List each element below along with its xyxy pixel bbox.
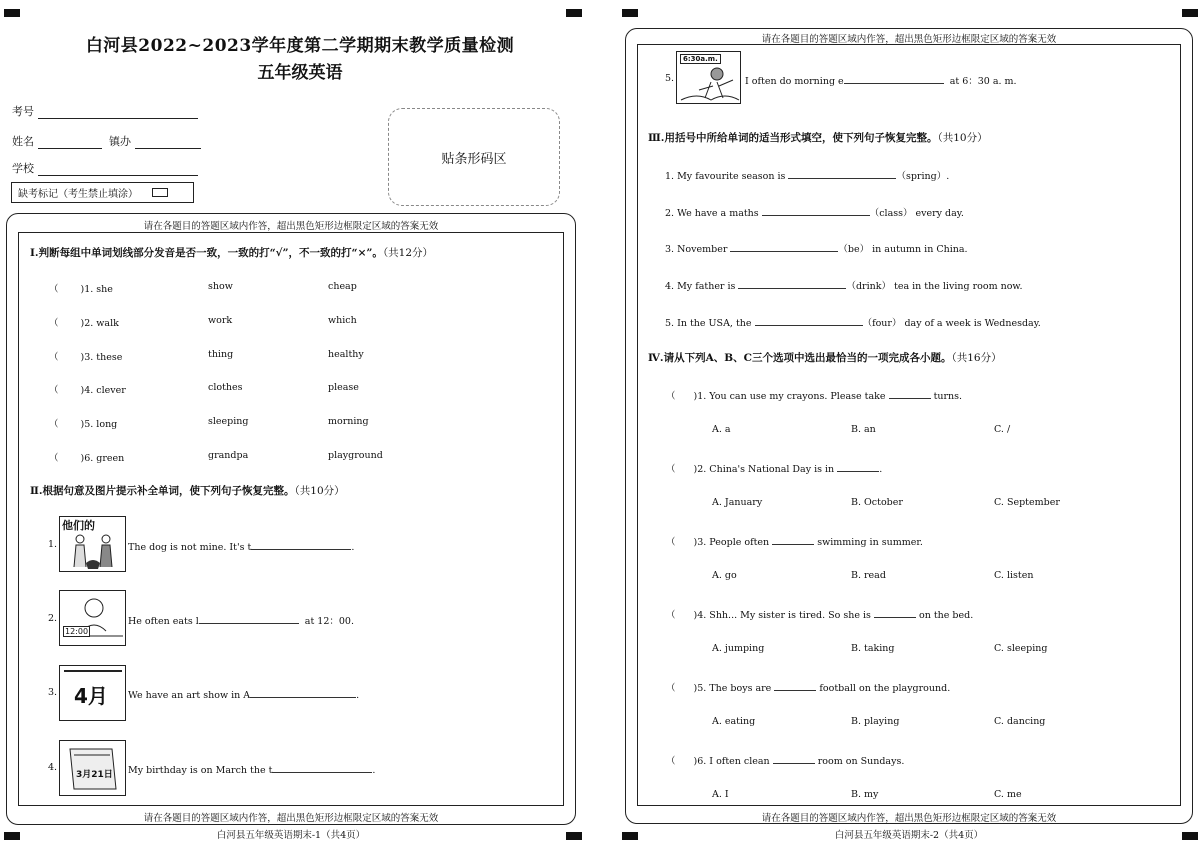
sentence-text: 2. We have a maths xyxy=(665,208,759,219)
page-footer: 白河县五年级英语期末-2（共4页） xyxy=(834,830,984,841)
section-4-heading xyxy=(648,350,1002,365)
section-1-heading xyxy=(30,245,433,260)
section-1-title: Ⅰ.判断每组中单词划线部分发音是否一致，一致的打“√”，不一致的打“×”。 xyxy=(30,247,383,259)
answer-paren[interactable]: （ xyxy=(49,352,59,363)
calendar-march-picture xyxy=(59,740,126,796)
question-end: on the bed. xyxy=(918,610,974,621)
exam-no-field[interactable] xyxy=(12,103,198,119)
sentence-end: at 6：30 a. m. xyxy=(949,76,1017,87)
sentence-1 xyxy=(128,539,354,553)
option-a[interactable]: A. jumping xyxy=(712,643,765,654)
picture-caption: 他们的 xyxy=(62,519,95,532)
option-b[interactable]: B. my xyxy=(851,789,879,800)
sentence-text: 1. My favourite season is xyxy=(665,171,786,182)
school-field[interactable] xyxy=(12,160,198,176)
option-a[interactable]: A. I xyxy=(712,789,729,800)
name-line xyxy=(38,137,102,149)
sentence-text: I often do morning e xyxy=(745,76,844,87)
section-2-points: （共10分） xyxy=(294,485,345,497)
answer-paren[interactable]: （ xyxy=(49,419,59,430)
name-field[interactable] xyxy=(12,133,201,149)
family-picture xyxy=(59,516,126,572)
people-with-dog-icon xyxy=(60,517,126,572)
item-number: 2. xyxy=(48,613,58,624)
option-c[interactable]: C. dancing xyxy=(994,716,1046,727)
option-c[interactable]: C. September xyxy=(994,497,1060,508)
lion-exercising-icon xyxy=(677,52,741,104)
list-item xyxy=(665,168,949,182)
question-end: turns. xyxy=(933,391,963,402)
school-label: 学校 xyxy=(12,162,34,175)
name-label: 姓名 xyxy=(12,135,34,148)
list-item xyxy=(49,315,409,329)
option-c[interactable]: C. listen xyxy=(994,570,1034,581)
answer-paren[interactable]: （ xyxy=(666,464,676,475)
word-1: )5. long xyxy=(80,419,118,430)
answer-blank[interactable] xyxy=(874,607,916,618)
question-text: )1. You can use my crayons. Please take xyxy=(693,391,886,402)
sentence-end: （class） every day. xyxy=(869,208,964,219)
clock-time: 6:30a.m. xyxy=(680,54,721,64)
word-3: playground xyxy=(328,450,383,461)
exam-no-label: 考号 xyxy=(12,105,34,118)
question-text: )5. The boys are xyxy=(693,683,772,694)
question-text: )6. I often clean xyxy=(693,756,770,767)
answer-paren[interactable]: （ xyxy=(666,683,676,694)
list-item xyxy=(49,281,409,295)
exam-subtitle: 五年级英语 xyxy=(257,63,343,83)
answer-blank[interactable] xyxy=(272,762,372,773)
option-b[interactable]: B. taking xyxy=(851,643,895,654)
answer-blank[interactable] xyxy=(837,461,879,472)
word-1: )2. walk xyxy=(80,318,119,329)
word-2: thing xyxy=(208,349,234,360)
list-item xyxy=(665,278,1022,292)
section-3-heading xyxy=(648,130,988,145)
item-number: 1. xyxy=(48,539,58,550)
option-b[interactable]: B. read xyxy=(851,570,886,581)
answer-note-top: 请在各题目的答题区域内作答，超出黑色矩形边框限定区域的答案无效 xyxy=(761,34,1057,45)
sentence-text: He often eats l xyxy=(128,616,199,627)
answer-note-top: 请在各题目的答题区域内作答，超出黑色矩形边框限定区域的答案无效 xyxy=(143,221,439,232)
registration-mark xyxy=(1182,9,1198,17)
word-1: )6. green xyxy=(80,453,125,464)
list-item xyxy=(665,241,968,255)
answer-paren[interactable]: （ xyxy=(666,537,676,548)
option-a[interactable]: A. January xyxy=(712,497,763,508)
answer-paren[interactable]: （ xyxy=(666,391,676,402)
absent-checkbox[interactable] xyxy=(152,188,168,197)
section-4-points: （共16分） xyxy=(951,352,1002,364)
list-item xyxy=(49,382,409,396)
list-item xyxy=(49,349,409,363)
list-item xyxy=(49,416,409,430)
sentence-end: （drink） tea in the living room now. xyxy=(846,281,1023,292)
answer-blank[interactable] xyxy=(844,73,944,84)
question-text: )4. Shh... My sister is tired. So she is xyxy=(693,610,871,621)
option-b[interactable]: B. October xyxy=(851,497,903,508)
sentence-text: 5. In the USA, the xyxy=(665,318,752,329)
word-3: healthy xyxy=(328,349,364,360)
answer-note-bottom: 请在各题目的答题区域内作答，超出黑色矩形边框限定区域的答案无效 xyxy=(143,813,439,824)
word-2: show xyxy=(208,281,233,292)
list-item xyxy=(665,315,1041,329)
answer-blank[interactable] xyxy=(730,241,838,252)
sentence-end: （spring）. xyxy=(896,171,950,182)
item-number: 4. xyxy=(48,762,58,773)
registration-mark xyxy=(566,9,582,17)
exam-no-line xyxy=(38,107,198,119)
town-line xyxy=(135,137,201,149)
section-3-title: Ⅲ.用括号中所给单词的适当形式填空，使下列句子恢复完整。 xyxy=(648,132,938,144)
question xyxy=(666,753,904,767)
answer-blank[interactable] xyxy=(738,278,846,289)
option-a[interactable]: A. a xyxy=(712,424,731,435)
morning-exercise-picture xyxy=(676,51,741,104)
calendar-binding xyxy=(64,670,122,676)
registration-mark xyxy=(622,9,638,17)
school-line xyxy=(38,164,198,176)
answer-paren[interactable]: （ xyxy=(49,385,59,396)
sentence-text: We have an art show in A xyxy=(128,690,251,701)
sentence-end: （four） day of a week is Wednesday. xyxy=(862,318,1041,329)
question-end: room on Sundays. xyxy=(817,756,905,767)
word-3: which xyxy=(328,315,357,326)
question xyxy=(666,461,882,475)
answer-blank[interactable] xyxy=(755,315,863,326)
section-1-points: （共12分） xyxy=(382,247,434,259)
sentence-end: （be） in autumn in China. xyxy=(838,244,968,255)
word-3: please xyxy=(328,382,359,393)
exam-title: 白河县2022~2023学年度第二学期期末教学质量检测 xyxy=(85,36,515,56)
section-4-title: Ⅳ.请从下列A、B、C三个选项中选出最恰当的一项完成各小题。 xyxy=(648,352,952,364)
sentence-2 xyxy=(128,613,354,627)
sentence-3 xyxy=(128,687,359,701)
answer-blank[interactable] xyxy=(889,388,931,399)
absent-mark-box[interactable] xyxy=(11,182,194,203)
answer-blank[interactable] xyxy=(772,534,814,545)
word-1: )3. these xyxy=(80,352,123,363)
answer-note-bottom: 请在各题目的答题区域内作答，超出黑色矩形边框限定区域的答案无效 xyxy=(761,813,1057,824)
word-1: )1. she xyxy=(80,284,113,295)
lunch-picture xyxy=(59,590,126,646)
answer-paren[interactable]: （ xyxy=(666,756,676,767)
section-2-title: Ⅱ.根据句意及图片提示补全单词，使下列句子恢复完整。 xyxy=(30,485,295,497)
section-2-heading xyxy=(30,483,345,498)
answer-blank[interactable] xyxy=(250,687,356,698)
sentence-end: at 12：00. xyxy=(304,616,354,627)
section-3-points: （共10分） xyxy=(937,132,988,144)
word-2: grandpa xyxy=(208,450,249,461)
option-a[interactable]: A. eating xyxy=(712,716,756,727)
question xyxy=(666,388,962,402)
calendar-date: 3月21日 xyxy=(76,770,113,780)
answer-blank[interactable] xyxy=(774,680,816,691)
sentence-text: 3. November xyxy=(665,244,728,255)
boy-eating-icon xyxy=(60,591,126,646)
word-2: sleeping xyxy=(208,416,249,427)
answer-paren[interactable]: （ xyxy=(666,610,676,621)
item-number: 5. xyxy=(665,73,675,84)
answer-paren[interactable]: （ xyxy=(49,284,59,295)
clock-time: 12:00 xyxy=(65,627,89,636)
question-end: . xyxy=(879,464,883,475)
answer-blank[interactable] xyxy=(788,168,896,179)
word-2: clothes xyxy=(208,382,243,393)
question xyxy=(666,534,923,548)
answer-blank[interactable] xyxy=(773,753,815,764)
question xyxy=(666,607,973,621)
sentence-text: My birthday is on March the t xyxy=(128,765,273,776)
answer-blank[interactable] xyxy=(199,613,299,624)
registration-mark xyxy=(4,9,20,17)
item-number: 3. xyxy=(48,687,58,698)
option-b[interactable]: B. an xyxy=(851,424,876,435)
absent-mark-label: 缺考标记（考生禁止填涂） xyxy=(18,189,138,200)
answer-blank[interactable] xyxy=(251,539,351,550)
question xyxy=(666,680,950,694)
sentence-text: The dog is not mine. It's t xyxy=(128,542,252,553)
barcode-area xyxy=(388,108,560,206)
option-b[interactable]: B. playing xyxy=(851,716,900,727)
word-3: cheap xyxy=(328,281,357,292)
sentence-end: . xyxy=(372,765,376,776)
barcode-label: 贴条形码区 xyxy=(441,151,507,167)
option-c[interactable]: C. sleeping xyxy=(994,643,1048,654)
town-label: 镇办 xyxy=(109,135,131,148)
calendar-month: 4月 xyxy=(74,684,108,708)
option-a[interactable]: A. go xyxy=(712,570,737,581)
question-text: )2. China's National Day is in xyxy=(693,464,835,475)
word-2: work xyxy=(208,315,233,326)
list-item xyxy=(665,205,964,219)
option-c[interactable]: C. me xyxy=(994,789,1022,800)
sentence-end: . xyxy=(351,542,355,553)
word-3: morning xyxy=(328,416,369,427)
word-1: )4. clever xyxy=(80,385,126,396)
answer-paren[interactable]: （ xyxy=(49,453,59,464)
sentence-end: . xyxy=(356,690,360,701)
answer-paren[interactable]: （ xyxy=(49,318,59,329)
page-footer: 白河县五年级英语期末-1（共4页） xyxy=(216,830,366,841)
question-end: football on the playground. xyxy=(819,683,951,694)
list-item xyxy=(49,450,409,464)
option-c[interactable]: C. / xyxy=(994,424,1011,435)
question-end: swimming in summer. xyxy=(817,537,923,548)
calendar-april-picture xyxy=(59,665,126,721)
sentence-5 xyxy=(745,73,1017,87)
sentence-text: 4. My father is xyxy=(665,281,736,292)
sentence-4 xyxy=(128,762,375,776)
answer-blank[interactable] xyxy=(762,205,870,216)
question-text: )3. People often xyxy=(693,537,770,548)
